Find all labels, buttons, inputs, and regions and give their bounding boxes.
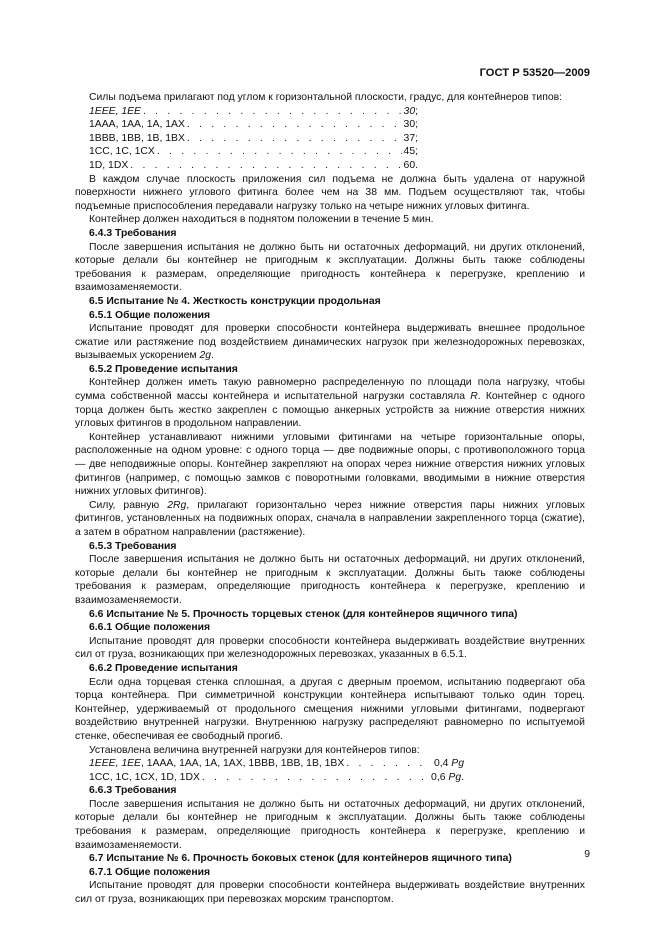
angle-value: 30; [403, 119, 418, 131]
section-heading: 6.5.1 Общие положения [89, 309, 211, 321]
load-value: 0,4 Pg [433, 758, 464, 770]
angle-types: 1D, 1DX [89, 159, 129, 171]
section-heading: 6.7.1 Общие положения [89, 866, 211, 878]
paragraph: Контейнер должен иметь такую равномерно распределенную по площади пола нагрузку, чтобы сумма собственной массы контейнера и испытательной нагрузки составляла R. Контейнер с одного торца должен быть жестко закреплен с помощью анкерных устройств за нижние отверстия нижних угловых фитингов в продольном направлении. [75, 377, 586, 430]
section-heading: 6.6 Испытание № 5. Прочность торцевых стенок (для контейнеров ящичного типа) [89, 608, 518, 620]
section-heading: 6.6.2 Проведение испытания [89, 662, 238, 674]
load-types: 1EEE, 1EE, 1AAA, 1AA, 1A, 1AX, 1BBB, 1BB, 1B, 1BX [89, 758, 345, 770]
dot-leader [346, 757, 432, 771]
angle-types: 1CC, 1C, 1CX [89, 146, 155, 158]
dot-leader [157, 145, 402, 159]
lift-angle-intro: Силы подъема прилагают под углом к горизонтальной плоскости, градус, для контейнеров типов: [89, 92, 563, 103]
angle-value: 45; [403, 146, 418, 158]
load-value: 0,6 Pg. [431, 771, 464, 783]
dot-leader [202, 771, 429, 785]
paragraph: Испытание проводят для проверки способности контейнера выдерживать воздействие внутренних сил от груза, возникающих при перевозках морским транспортом. [75, 880, 585, 906]
load-row [75, 757, 464, 771]
dot-leader [187, 132, 402, 146]
angle-row [75, 105, 418, 119]
dot-leader [187, 118, 402, 132]
angle-value: 30; [403, 105, 418, 117]
page-body [75, 91, 585, 907]
angle-row [75, 145, 418, 159]
paragraph: Испытание проводят для проверки способности контейнера выдерживать внешнее продольное сжатие или растяжение под воздействием динамических нагрузок при железнодорожных перевозках, вызываемых ускорением 2g. [75, 323, 585, 362]
angle-types: 1AAA, 1AA, 1A, 1AX [89, 119, 185, 131]
load-types: 1CC, 1C, 1CX, 1D, 1DX [89, 771, 200, 783]
section-heading: 6.5.3 Требования [89, 540, 177, 552]
angle-types: 1EEE, 1EE [89, 105, 141, 117]
angle-row [75, 159, 418, 173]
paragraph: После завершения испытания не должно быть ни остаточных деформаций, ни других отклонений, которые делали бы контейнер не пригодным к эксплуатации. Должны быть также соблюдены требования к размерам, определяющие пригодность контейнера к перегрузке, креплению и взаимозаменяемости. [75, 554, 585, 606]
section-heading: 6.5.2 Проведение испытания [89, 363, 238, 375]
dot-leader [130, 159, 401, 173]
load-row [75, 771, 464, 785]
section-heading: 6.4.3 Требования [89, 227, 177, 239]
paragraph: Испытание проводят для проверки способности контейнера выдерживать воздействие внутренних сил от груза, возникающих при железнодорожных перевозках, указанных в 6.5.1. [75, 635, 585, 661]
angle-value: 37; [403, 132, 418, 144]
paragraph: После завершения испытания не должно быть ни остаточных деформаций, ни других отклонений, которые делали бы контейнер не пригодным к эксплуатации. Должны быть также соблюдены требования к размерам, определяющие пригодность контейнера к перегрузке, креплению и взаимозаменяемости. [75, 241, 585, 294]
paragraph: Контейнер устанавливают нижними угловыми фитингами на четыре горизонтальные опоры, расположенные на одном уровне: с одного торца — две подвижные опоры, с противоположного торца — две неподвижные опоры. Контейнер закрепляют на опорах через нижние отверстия нижних угловых фитингов (например, с помощью замков с поворотными головками, вводимыми в нижние отверстия нижних угловых фитингов). [75, 431, 585, 498]
paragraph: Контейнер должен находиться в поднятом положении в течение 5 мин. [89, 214, 434, 226]
dot-leader [143, 105, 402, 119]
paragraph: Силу, равную 2Rg, прилагают горизонтально через нижние отверстия пары нижних угловых фитингов, установленных на подвижных опорах, сначала в направлении закрепленного торца (сжатие), а затем в обратном направлении (растяжение). [75, 499, 585, 538]
section-heading: 6.6.1 Общие положения [89, 622, 211, 634]
section-heading: 6.6.3 Требования [89, 785, 177, 797]
section-heading: 6.7 Испытание № 6. Прочность боковых стенок (для контейнеров ящичного типа) [89, 853, 512, 865]
paragraph: Если одна торцевая стенка сплошная, а другая с дверным проемом, испытанию подвергают оба торца контейнера. При симметричной конструкции контейнера испытывают только один торец. Контейнер, удерживаемый от продольного смещения нижними угловыми фитингами, подвергают воздействию внутренней нагрузки. Внутреннюю нагрузку распределяют равномерно по испытуемой стенке, обеспечивая ее свободный прогиб. [75, 676, 585, 742]
paragraph: Установлена величина внутренней нагрузки для контейнеров типов: [89, 744, 420, 756]
angle-row [75, 132, 418, 146]
angle-value: 60. [403, 159, 418, 171]
paragraph: В каждом случае плоскость приложения сил подъема не должна быть удалена от наружной поверхности нижнего углового фитинга более чем на 38 мм. Подъем осуществляют так, чтобы подъемные приспособления передавали нагрузку только на четыре нижних угловых фитинга. [75, 173, 585, 212]
paragraph: После завершения испытания не должно быть ни остаточных деформаций, ни других отклонений, которые делали бы контейнер не пригодным к эксплуатации. Должны быть также соблюдены требования к размерам, определяющие пригодность контейнера к перегрузке, креплению и взаимозаменяемости. [75, 798, 585, 851]
angle-types: 1BBB, 1BB, 1B, 1BX [89, 132, 185, 144]
page-number: 9 [584, 849, 590, 860]
angle-row [75, 118, 418, 132]
document-header: ГОСТ Р 53520—2009 [479, 67, 590, 79]
section-heading: 6.5 Испытание № 4. Жесткость конструкции продольная [89, 295, 381, 307]
